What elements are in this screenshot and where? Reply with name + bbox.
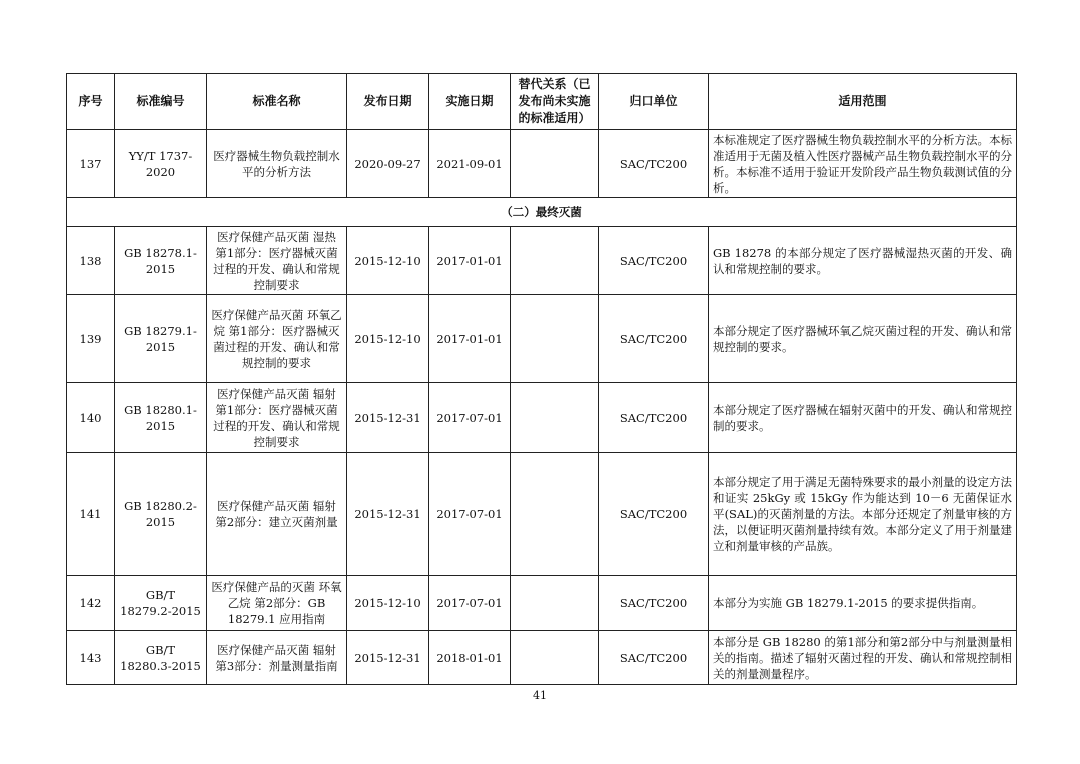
cell-pub-date: 2015-12-10 xyxy=(347,576,429,631)
cell-scope: 本部分是 GB 18280 的第1部分和第2部分中与剂量测量相关的指南。描述了辐射灭菌过程的开发、确认和常规控制相关的剂量测量程序。 xyxy=(709,631,1017,685)
table-row xyxy=(67,576,1017,631)
cell-scope: 本部分规定了医疗器械环氧乙烷灭菌过程的开发、确认和常规控制的要求。 xyxy=(709,295,1017,383)
table-row xyxy=(67,383,1017,453)
cell-replace xyxy=(511,295,599,383)
cell-replace xyxy=(511,453,599,576)
table-row xyxy=(67,631,1017,685)
cell-name: 医疗器械生物负载控制水平的分析方法 xyxy=(207,130,347,198)
cell-replace xyxy=(511,631,599,685)
cell-no: 141 xyxy=(67,453,115,576)
cell-unit: SAC/TC200 xyxy=(599,631,709,685)
section-row xyxy=(67,198,1017,227)
cell-name: 医疗保健产品灭菌 辐射 第2部分：建立灭菌剂量 xyxy=(207,453,347,576)
table-row xyxy=(67,453,1017,576)
cell-unit: SAC/TC200 xyxy=(599,576,709,631)
cell-impl-date: 2017-01-01 xyxy=(429,227,511,295)
cell-impl-date: 2017-07-01 xyxy=(429,383,511,453)
cell-pub-date: 2015-12-31 xyxy=(347,453,429,576)
cell-no: 143 xyxy=(67,631,115,685)
header-impl-date: 实施日期 xyxy=(429,74,511,130)
cell-scope: 本部分为实施 GB 18279.1-2015 的要求提供指南。 xyxy=(709,576,1017,631)
cell-pub-date: 2015-12-10 xyxy=(347,295,429,383)
section-title: （二）最终灭菌 xyxy=(67,198,1017,227)
cell-unit: SAC/TC200 xyxy=(599,130,709,198)
header-replace: 替代关系（已发布尚未实施的标准适用） xyxy=(511,74,599,130)
cell-pub-date: 2015-12-31 xyxy=(347,631,429,685)
cell-impl-date: 2021-09-01 xyxy=(429,130,511,198)
cell-name: 医疗保健产品灭菌 湿热 第1部分：医疗器械灭菌过程的开发、确认和常规控制要求 xyxy=(207,227,347,295)
cell-impl-date: 2017-07-01 xyxy=(429,576,511,631)
cell-replace xyxy=(511,383,599,453)
cell-unit: SAC/TC200 xyxy=(599,227,709,295)
cell-code: GB 18278.1-2015 xyxy=(115,227,207,295)
cell-scope: 本标准规定了医疗器械生物负载控制水平的分析方法。本标准适用于无菌及植入性医疗器械产品生物负载控制水平的分析。本标准不适用于验证开发阶段产品生物负载测试值的分析。 xyxy=(709,130,1017,198)
cell-unit: SAC/TC200 xyxy=(599,383,709,453)
cell-impl-date: 2017-07-01 xyxy=(429,453,511,576)
header-unit: 归口单位 xyxy=(599,74,709,130)
cell-no: 142 xyxy=(67,576,115,631)
cell-pub-date: 2020-09-27 xyxy=(347,130,429,198)
cell-code: GB 18279.1-2015 xyxy=(115,295,207,383)
cell-impl-date: 2017-01-01 xyxy=(429,295,511,383)
cell-code: GB/T 18279.2-2015 xyxy=(115,576,207,631)
cell-scope: GB 18278 的本部分规定了医疗器械湿热灭菌的开发、确认和常规控制的要求。 xyxy=(709,227,1017,295)
cell-code: GB 18280.1-2015 xyxy=(115,383,207,453)
cell-replace xyxy=(511,576,599,631)
page-number: 41 xyxy=(533,689,547,702)
header-pub-date: 发布日期 xyxy=(347,74,429,130)
cell-no: 137 xyxy=(67,130,115,198)
cell-pub-date: 2015-12-31 xyxy=(347,383,429,453)
cell-scope: 本部分规定了医疗器械在辐射灭菌中的开发、确认和常规控制的要求。 xyxy=(709,383,1017,453)
cell-name: 医疗保健产品灭菌 辐射 第1部分：医疗器械灭菌过程的开发、确认和常规控制要求 xyxy=(207,383,347,453)
cell-no: 138 xyxy=(67,227,115,295)
table-row xyxy=(67,227,1017,295)
cell-scope: 本部分规定了用于满足无菌特殊要求的最小剂量的设定方法和证实 25kGy 或 15kGy 作为能达到 10－6 无菌保证水平(SAL)的灭菌剂量的方法。本部分还规定了剂量审核的方法，以便证明灭菌剂量持续有效。本部分定义了用于剂量建立和剂量审核的产品族。 xyxy=(709,453,1017,576)
cell-name: 医疗保健产品灭菌 辐射 第3部分：剂量测量指南 xyxy=(207,631,347,685)
cell-name: 医疗保健产品灭菌 环氧乙烷 第1部分：医疗器械灭菌过程的开发、确认和常规控制的要求 xyxy=(207,295,347,383)
cell-no: 139 xyxy=(67,295,115,383)
header-name: 标准名称 xyxy=(207,74,347,130)
table-row xyxy=(67,130,1017,198)
cell-unit: SAC/TC200 xyxy=(599,453,709,576)
cell-replace xyxy=(511,130,599,198)
cell-pub-date: 2015-12-10 xyxy=(347,227,429,295)
header-scope: 适用范围 xyxy=(709,74,1017,130)
header-code: 标准编号 xyxy=(115,74,207,130)
cell-unit: SAC/TC200 xyxy=(599,295,709,383)
cell-code: YY/T 1737-2020 xyxy=(115,130,207,198)
cell-code: GB/T 18280.3-2015 xyxy=(115,631,207,685)
header-row xyxy=(67,74,1017,130)
table-row xyxy=(67,295,1017,383)
cell-no: 140 xyxy=(67,383,115,453)
cell-impl-date: 2018-01-01 xyxy=(429,631,511,685)
header-no: 序号 xyxy=(67,74,115,130)
cell-code: GB 18280.2-2015 xyxy=(115,453,207,576)
cell-name: 医疗保健产品的灭菌 环氧乙烷 第2部分：GB 18279.1 应用指南 xyxy=(207,576,347,631)
cell-replace xyxy=(511,227,599,295)
standards-table xyxy=(66,73,1017,685)
